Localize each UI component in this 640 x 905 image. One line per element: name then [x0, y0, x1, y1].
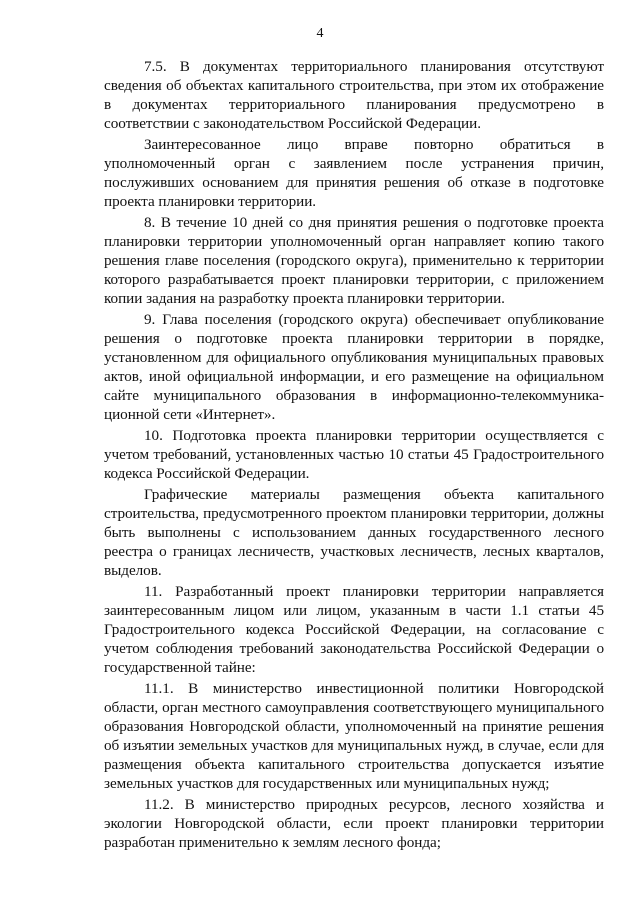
paragraph-11-2: 11.2. В министерство природных ресурсов, лесного хозяйства и экологии Новгородской области, если проект планировки территории разработан применительно к землям лесного фонда;: [104, 796, 604, 851]
paragraph-7-5: 7.5. В документах территориального планирования отсутствуют сведения об объектах капитального строительства, при этом их отображение в документах территориального планирования предусмотрено в соответствии с законодательством Российской Федерации.: [104, 58, 604, 132]
paragraph-11-1: 11.1. В министерство инвестиционной политики Новгородской области, орган местного самоуправления соответствующего муниципального образования Новгородской области, уполномоченный на принятие решения об изъятии земельных участков для муниципальных нужд, в случае, если для размещения объекта капитального строительства допускается изъятие земельных участков для государственных или муниципальных нужд;: [104, 680, 604, 792]
document-body: [104, 57, 604, 852]
paragraph-9: 9. Глава поселения (городского округа) обеспечивает опубликование решения о подготовке проекта планировки территории в порядке, установленном для официального опубликования муниципальных правовых актов, иной официальной информации, и его размещение на официальном сайте муниципального образования в информационно-телекоммуника-ционной сети «Интернет».: [104, 311, 604, 423]
paragraph-11: 11. Разработанный проект планировки территории направляется заинтересованным лицом или лицом, указанным в части 1.1 статьи 45 Градостроительного кодекса Российской Федерации, на согласование с учетом соблюдения требований законодательства Российской Федерации о государственной тайне:: [104, 583, 604, 676]
paragraph-10: 10. Подготовка проекта планировки территории осуществляется с учетом требований, установленных частью 10 статьи 45 Градостроительного кодекса Российской Федерации.: [104, 427, 604, 482]
page-number: 4: [316, 26, 324, 41]
paragraph-repeat-application: Заинтересованное лицо вправе повторно обратиться в уполномоченный орган с заявлением после устранения причин, послуживших основанием для принятия решения об отказе в подготовке проекта планировки территории.: [104, 136, 604, 210]
paragraph-8: 8. В течение 10 дней со дня принятия решения о подготовке проекта планировки территории уполномоченный орган направляет копию такого решения главе поселения (городского округа), применительно к территории которого разрабатывается проект планировки территории, с приложением копии задания на разработку проекта планировки территории.: [104, 214, 604, 307]
paragraph-graphic-materials: Графические материалы размещения объекта капитального строительства, предусмотренного проектом планировки территории, должны быть выполнены с использованием данных государственного лесного реестра о границах лесничеств, участковых лесничеств, лесных кварталов, выделов.: [104, 486, 604, 579]
